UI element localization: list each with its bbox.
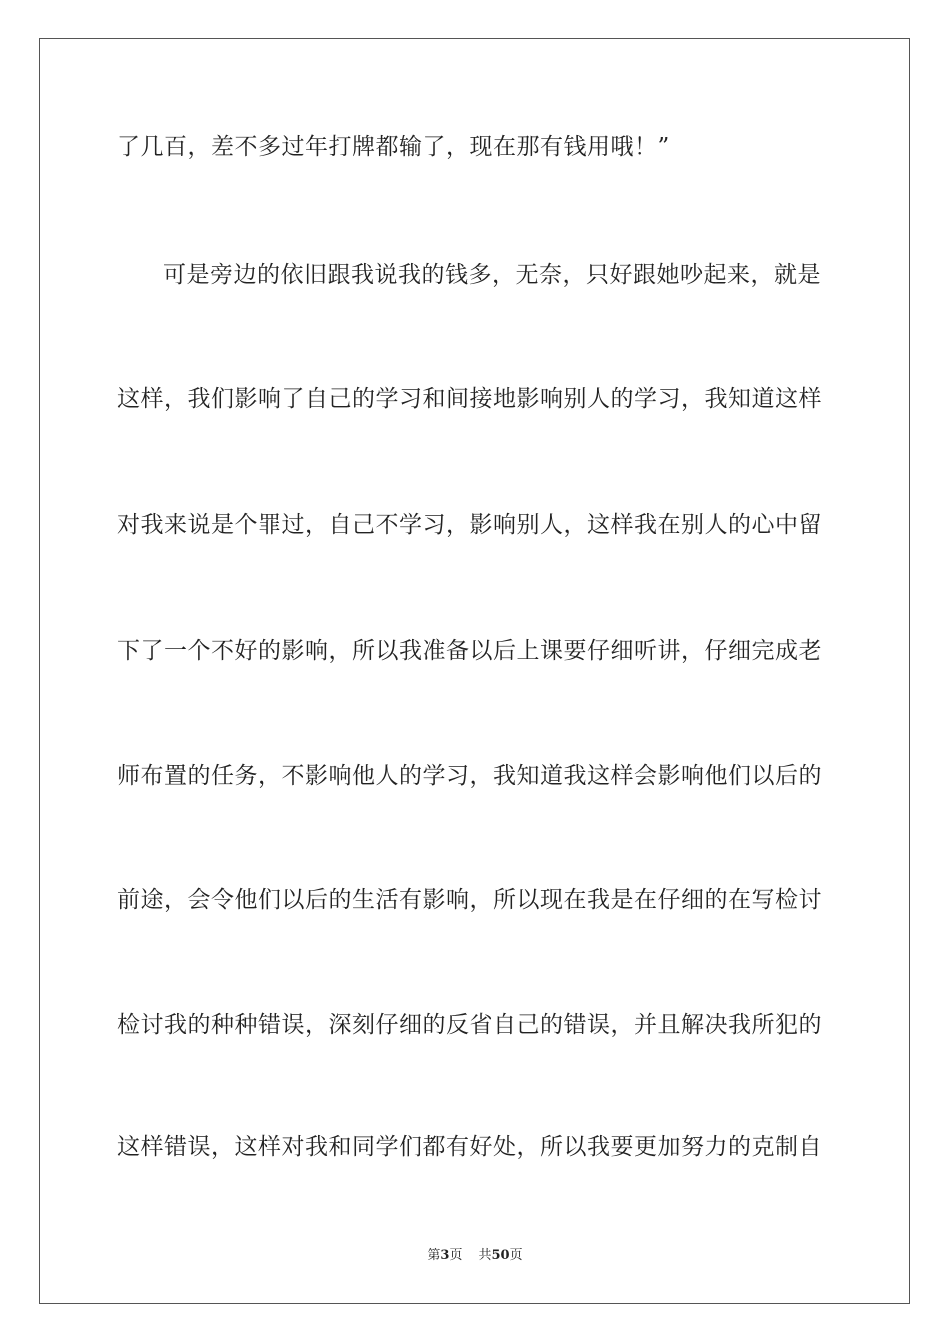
page-number: 3 xyxy=(440,1248,450,1263)
total-suffix: 页 xyxy=(509,1248,523,1263)
paragraph-start-line: 可是旁边的依旧跟我说我的钱多，无奈，只好跟她吵起来，就是 xyxy=(163,262,821,288)
total-prefix: 共 xyxy=(478,1248,492,1263)
text-line-5: 下了一个不好的影响，所以我准备以后上课要仔细听讲，仔细完成老 xyxy=(117,638,822,664)
text-line-3: 这样，我们影响了自己的学习和间接地影响别人的学习，我知道这样 xyxy=(117,386,822,412)
text-line-1: 了几百，差不多过年打牌都输了，现在那有钱用哦！” xyxy=(117,134,670,160)
page-border xyxy=(39,38,910,1304)
text-line-8: 检讨我的种种错误，深刻仔细的反省自己的错误，并且解决我所犯的 xyxy=(117,1012,822,1038)
text-line-6: 师布置的任务，不影响他人的学习，我知道我这样会影响他们以后的 xyxy=(117,763,822,789)
page-suffix: 页 xyxy=(449,1248,463,1263)
text-line-4: 对我来说是个罪过，自己不学习，影响别人，这样我在别人的心中留 xyxy=(117,512,822,538)
page-prefix: 第 xyxy=(427,1248,441,1263)
text-line-9: 这样错误，这样对我和同学们都有好处，所以我要更加努力的克制自 xyxy=(117,1134,822,1160)
total-pages: 50 xyxy=(491,1248,510,1263)
page-footer xyxy=(0,1247,950,1265)
text-line-7: 前途，会令他们以后的生活有影响，所以现在我是在仔细的在写检讨 xyxy=(117,887,822,913)
